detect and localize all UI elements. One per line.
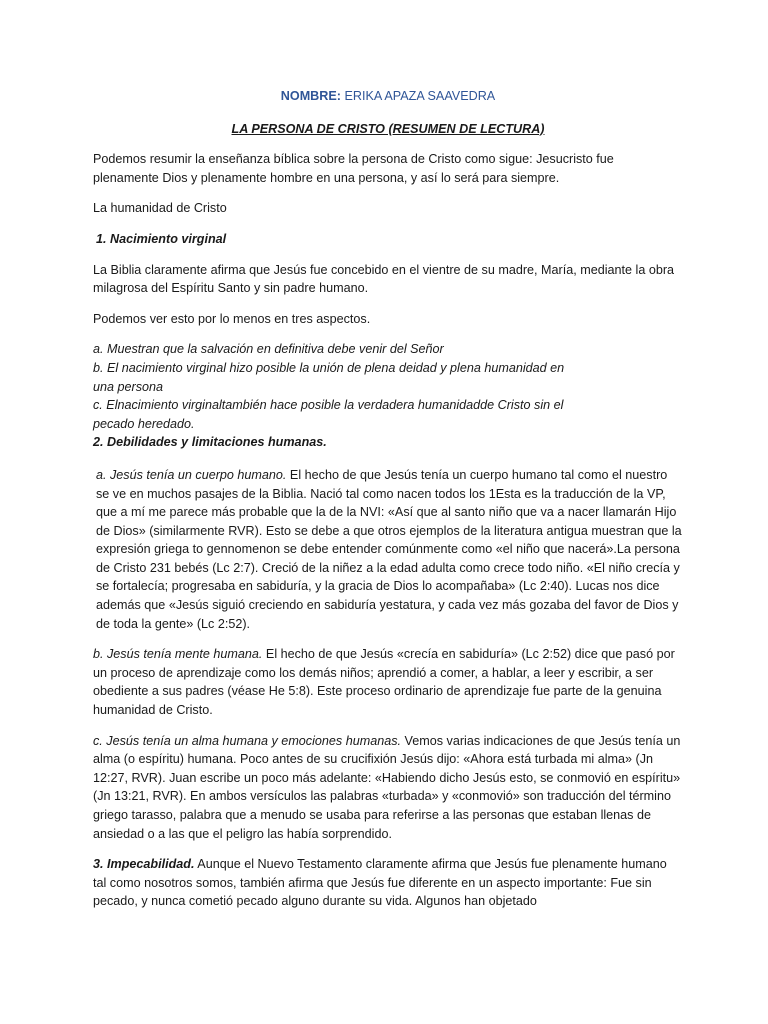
list-item: a. Muestran que la salvación en definitiva debe venir del Señor <box>93 342 444 357</box>
point2-heading: 2. Debilidades y limitaciones humanas. <box>93 435 327 450</box>
point2-b-lead: b. Jesús tenía mente humana. <box>93 647 263 662</box>
aspects-list <box>93 340 583 433</box>
point2-c-paragraph <box>93 732 683 844</box>
intro-paragraph: Podemos resumir la enseñanza bíblica sobre la persona de Cristo como sigue: Jesucristo fue plenamente Dios y plenamente hombre en una persona, y así lo será para siempre. <box>93 152 614 185</box>
document-body <box>93 87 683 923</box>
point2-c-lead: c. Jesús tenía un alma humana y emociones humanas. <box>93 733 402 748</box>
name-value: ERIKA APAZA SAAVEDRA <box>344 89 496 103</box>
section-heading-humanidad: La humanidad de Cristo <box>93 201 227 216</box>
point1-paragraph: La Biblia claramente afirma que Jesús fue concebido en el vientre de su madre, María, mediante la obra milagrosa del Espíritu Santo y sin padre humano. <box>93 262 675 296</box>
name-label: NOMBRE: <box>280 89 341 103</box>
document-title: LA PERSONA DE CRISTO (RESUMEN DE LECTURA) <box>231 121 545 136</box>
list-item: b. El nacimiento virginal hizo posible la unión de plena deidad y plena humanidad en una persona <box>93 360 565 394</box>
point2-a-text: El hecho de que Jesús tenía un cuerpo humano tal como el nuestro se ve en muchos pasajes de la Biblia. Nació tal como nacen todos los 1Esta es la traducción de la VP, que a mí me parece más probable que la de la NVI: «Así que al santo niño que va a nacer llamarán Hijo de Dios» (similarmente RVR). Esto se debe a que otros ejemplos de la literatura antigua muestran que la expresión griega to gennomenon se debe entender comúnmente como «el niño que nacerá».La persona de Cristo 231 bebés (Lc 2:7). Creció de la niñez a la edad adulta como crece todo niño. «El niño crecía y se fortalecía; progresaba en sabiduría, y la gracia de Dios lo acompañaba» (Lc 2:40). Lucas nos dice además que «Jesús siguió creciendo en sabiduría yestatura, y cada vez más gozaba del favor de Dios y de toda la gente» (Lc 2:52). <box>96 467 682 631</box>
point3-text: Aunque el Nuevo Testamento claramente afirma que Jesús fue plenamente humano tal como nosotros somos, también afirma que Jesús fue diferente en un aspecto importante: Fue sin pecado, y nunca cometió pecado alguno durante su vida. Algunos han objetado <box>93 857 667 909</box>
list-item: c. Elnacimiento virginaltambién hace posible la verdadera humanidaddе Cristo sin el pecado heredado. <box>93 398 564 431</box>
point3-paragraph <box>93 855 683 911</box>
point2-a-paragraph <box>93 466 683 633</box>
point2-b-paragraph <box>93 645 683 719</box>
point2-a-lead: a. Jesús tenía un cuerpo humano. <box>96 467 287 482</box>
point1-aspects-intro: Podemos ver esto por lo menos en tres aspectos. <box>93 311 371 326</box>
point2-c-text: Vemos varias indicaciones de que Jesús tenía un alma (o espíritu) humana. Poco antes de su crucifixión Jesús dijo: «Ahora está turbada mi alma» (Jn 12:27, RVR). Juan escribe un poco más adelante: «Habiendo dicho Jesús esto, se conmovió en espíritu» (Jn 13:21, RVR). En ambos versículos las palabras «turbada» y «conmovió» son traducción del término griego tarasso, palabra que a menudo se usaba para referirse a las personas que estaban llenas de ansiedad o a las que el peligro las había sorprendido. <box>93 733 681 841</box>
student-name-line <box>93 87 683 106</box>
point2-b-text: El hecho de que Jesús «crecía en sabiduría» (Lc 2:52) dice que pasó por un proceso de aprendizaje como los demás niños; aprendió a comer, a hablar, a leer y escribir, a ser obediente a sus padres (véase He 5:8). Este proceso ordinario de aprendizaje fue parte de la genuina humanidad de Cristo. <box>93 647 675 718</box>
point3-lead: 3. Impecabilidad. <box>93 857 195 872</box>
point1-heading: 1. Nacimiento virginal <box>96 231 227 246</box>
